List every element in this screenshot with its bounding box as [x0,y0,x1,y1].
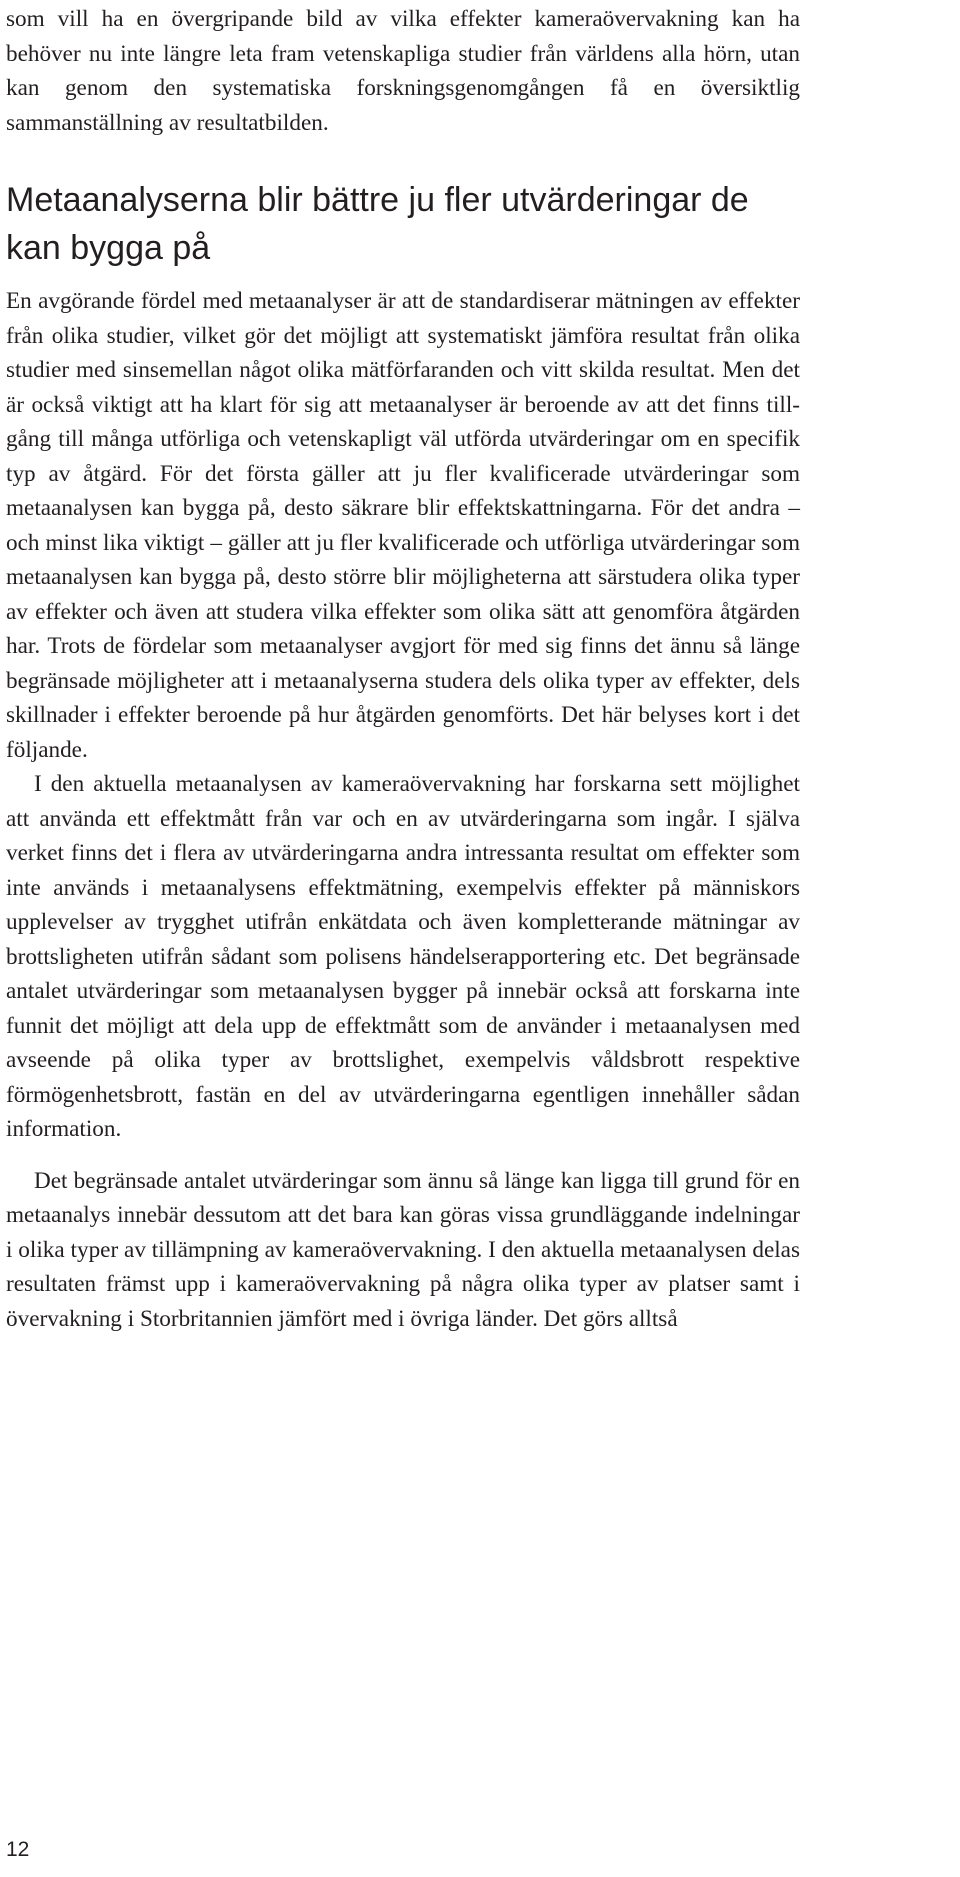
paragraph-1: En avgörande fördel med metaanalyser är att de standardiserar mätningen av effekter från olika studier, vilket gör det möjligt att systematiskt jämföra resultat från olika studier med sinsemellan något olika mätförfaranden och vitt skilda resultat. Men det är också viktigt att ha klart för sig att metaanalyser är beroende av att det finns tillgång till många utförliga och vetenskapligt väl utförda utvärderingar om en specifik typ av åtgärd. För det första gäller att ju fler kvalificerade utvärderingar som metaanalysen kan bygga på, desto säkrare blir effektskattningarna. För det andra – och minst lika viktigt – gäller att ju fler kvalificerade och utförliga utvärderingar som metaanalysen kan bygga på, desto större blir möjligheterna att särstudera olika typer av effekter och även att studera vilka effekter som olika sätt att genomföra åtgärden har. Trots de fördelar som metaanalyser avgjort för med sig finns det ännu så länge begränsade möjligheter att i metaanalyserna studera dels olika typer av effekter, dels skillnader i effekter beroende på hur åtgärden genomförts. Det här belyses kort i det följande. [6,288,800,763]
paragraph-3: Det begränsade antalet utvärderingar som ännu så länge kan ligga till grund för en metaanalys innebär dessutom att det bara kan göras vissa grundläggande indelningar i olika typer av tillämpning av kameraövervakning. I den aktuella metaanalysen delas resultaten främst upp i kameraövervakning på några olika typer av platser samt i övervakning i Storbritannien jämfört med i övriga länder. Det görs alltså [6,1167,800,1332]
intro-paragraph: som vill ha en övergripande bild av vilka effekter kameraövervakning kan ha behöver nu inte längre leta fram vetenskapliga studier från världens alla hörn, utan kan genom den systematiska forskningsgenomgången få en översiktlig sammanställning av resultatbilden. [6,6,800,136]
paragraph-2: I den aktuella metaanalysen av kameraövervakning har forskarna sett möjlighet att använda ett effektmått från var och en av utvärderingarna som ingår. I själva verket finns det i flera av utvärderingarna andra intressanta resultat om effekter som inte används i metaanalysens effektmätning, exempelvis effekter på människors upplevelser av trygghet utifrån enkätdata och även kompletterande mätningar av brottsligheten utifrån sådant som polisens händelserapportering etc. Det begränsade antalet utvärderingar som metaanalysen bygger på innebär också att forskarna inte funnit det möjligt att dela upp de effektmått som de använder i metaanalysen med avseende på olika typer av brottslighet, exempelvis våldsbrott respektive förmögenhetsbrott, fastän en del av utvärderingarna egentligen innehåller sådan information. [6,771,800,1142]
section-heading: Metaanalyserna blir bättre ju fler utvärderingar de kan bygga på [6,181,749,267]
document-page [6,0,800,1332]
section-body [6,284,800,1336]
page-number: 12 [6,1838,30,1861]
